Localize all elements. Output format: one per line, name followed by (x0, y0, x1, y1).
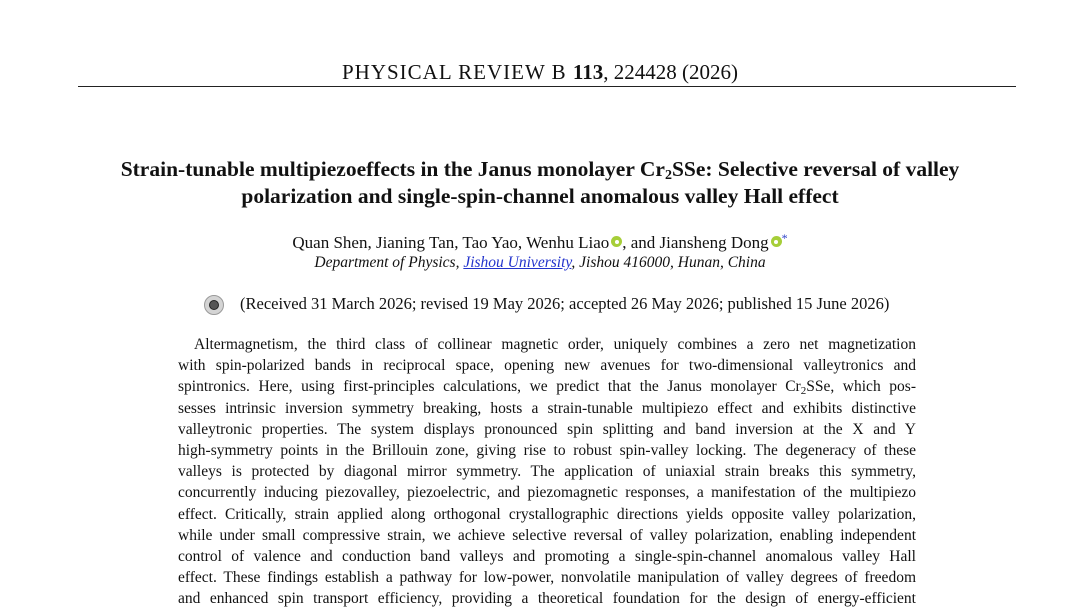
journal-volume: 113 (572, 60, 604, 84)
abstract-line: effect. These findings establish a pathway for low-power, nonvolatile manipulation of valley degrees of freedom (178, 569, 916, 587)
corresponding-author-link[interactable]: * (781, 231, 788, 245)
journal-header (0, 60, 1080, 85)
abstract-line: control of valence and conduction band valleys and promoting a single-spin-channel anomalous valley Hall (178, 547, 916, 565)
abstract-line: while under small compressive strain, we achieve selective reversal of valley polarization, enabling independent (178, 526, 916, 544)
publication-dates (204, 294, 924, 316)
abstract-line: effect. Critically, strain applied along orthogonal crystallographic directions yields opposite valley polarization, (178, 505, 916, 523)
abstract-line: concurrently inducing piezovalley, piezoelectric, and piezomagnetic responses, a manifestation of the multipiezo (178, 484, 916, 502)
abstract-line: spintronics. Here, using first-principles calculations, we predict that the Janus monolayer $Cr_2SSe$, which pos- (178, 378, 916, 398)
journal-article-number: , 224428 (2026) (603, 60, 739, 84)
article-title: Strain-tunable multipiezoeffects in the Janus monolayer $Cr_2SSe$: Selective reversal of valley polarization and single-spin-channel anomalous valley Hall effect (120, 157, 960, 208)
abstract-line: with spin-polarized bands in reciprocal space, opening new avenues for two-dimensional valleytronics and (178, 357, 916, 375)
author-list: Quan Shen, Jianing Tan, Tao Yao, Wenhu Liao , and Jiansheng Dong * (292, 231, 788, 252)
abstract-line: valleys is protected by diagonal mirror symmetry. The application of uniaxial strain breaks this symmetry, (178, 463, 916, 481)
orcid-icon[interactable] (771, 236, 782, 247)
orcid-icon[interactable] (611, 236, 622, 247)
university-link[interactable]: Jishou University (463, 254, 572, 271)
abstract-line: high-symmetry points in the Brillouin zone, giving rise to robust spin-valley locking. The degeneracy of these (178, 441, 916, 459)
abstract-line: and enhanced spin transport efficiency, providing a theoretical foundation for the design of energy-efficient (178, 590, 916, 608)
journal-name: PHYSICAL REVIEW B (341, 60, 567, 84)
dates-text: (Received 31 March 2026; revised 19 May 2026; accepted 26 May 2026; published 15 June 2026) (240, 294, 890, 313)
affiliation: Department of Physics, Jishou University, Jishou 416000, Hunan, China (314, 254, 766, 271)
abstract (178, 334, 916, 609)
abstract-line: valleytronic properties. The system displays pronounced spin splitting and band inversion at the X and Y (178, 420, 916, 438)
abstract-line: Altermagnetism, the third class of collinear magnetic order, uniquely combines a zero net magnetization (194, 336, 916, 353)
check-for-updates-icon[interactable] (204, 295, 224, 315)
header-divider (78, 86, 1016, 87)
abstract-line: sesses intrinsic inversion symmetry breaking, hosts a strain-tunable multipiezo effect and exhibits distinctive (178, 399, 916, 417)
